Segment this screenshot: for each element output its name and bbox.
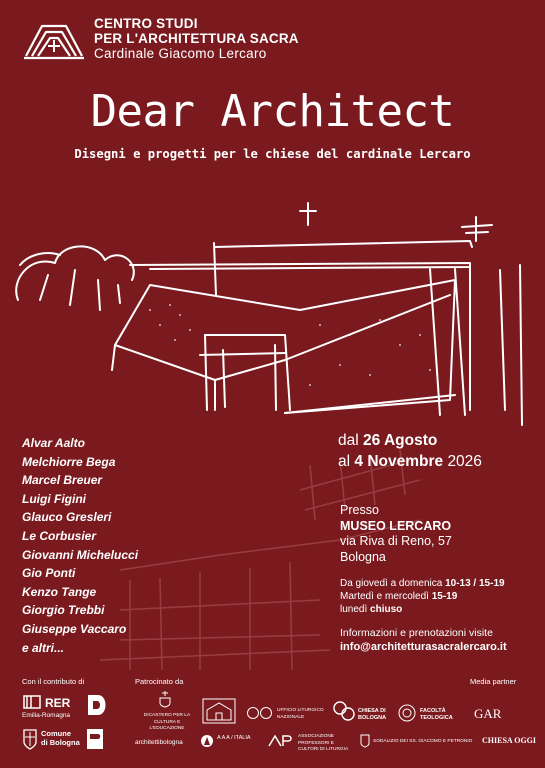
church-photo-icon [202,698,236,724]
bologna-coat-of-arms-icon [22,728,38,750]
dicastero-label: DICASTERO PER LA CULTURA E L'EDUCAZIONE [143,713,191,731]
hours-line-2: Martedì e mercoledì 15-19 [340,590,458,602]
organization-name [94,16,299,61]
comune-label: Comune [41,729,71,738]
rer-sub-label: Emilia-Romagna [22,712,71,719]
architects-list [22,434,138,657]
exhibition-dates [338,430,482,472]
org-line-3: Cardinale Giacomo Lercaro [94,46,267,62]
architect-item: Giorgio Trebbi [22,603,105,618]
comune-sub-label: di Bologna [41,738,80,747]
associazione-label: ASSOCIAZIONE PROFESSORI E CULTORI DI LITURGIA [298,734,349,752]
org-line-1: CENTRO STUDI [94,16,198,31]
info-text: Informazioni e prenotazioni visite [340,627,493,639]
chiesa-oggi-label: CHIESA OGGI [482,736,537,745]
ufficio-liturgico-label: UFFICIO LITURGICO NAZIONALE [277,708,324,720]
date-from-value: 26 Agosto [363,432,438,449]
facolta-teologica-seal-icon [398,704,416,722]
venue-city: Bologna [340,549,386,564]
opening-hours [340,578,505,616]
hours-line-1: Da giovedì a domenica 10-13 / 15-19 [340,578,505,589]
gar-label: GAR [474,706,502,721]
date-to [338,451,482,472]
hours-line-3: lunedì chiuso [340,603,403,615]
facolta-teologica-label: FACOLTÀ TEOLOGICA [420,708,453,721]
architect-item: Gio Ponti [22,566,76,581]
patrocinato-label: Patrocinato da [135,677,184,686]
centro-studi-logo-icon [22,16,86,60]
exhibition-subtitle: Disegni e progetti per le chiese del cardinale Lercaro [74,147,471,161]
date-year: 2026 [447,453,482,470]
venue-presso: Presso [340,503,379,517]
org-line-2: PER L'ARCHITETTURA SACRA [94,31,299,47]
venue-name: MUSEO LERCARO [340,518,452,533]
architect-item: Giovanni Michelucci [22,547,139,562]
architect-item: Le Corbusier [22,528,97,543]
bologna-museum-logo-icon [86,728,104,750]
info-block [340,626,507,654]
architect-item: Alvar Aalto [22,436,85,450]
architect-item: Kenzo Tange [22,584,97,599]
papal-coat-of-arms-icon [158,690,172,708]
date-from [338,430,482,451]
architettibologna-label: architettibologna [135,739,183,746]
aaa-italia-label: A A A / ITALIA [217,735,251,741]
architect-item: Marcel Breuer [22,473,103,488]
church-sketch-illustration [0,185,545,430]
sodalizio-label: SODALIZIO DEI SS. GIACOMO E PETRONIO [373,739,473,744]
date-to-prefix: al [338,453,351,470]
architect-item: Luigi Figini [22,491,86,506]
venue-address: via Riva di Reno, 57 [340,534,452,548]
d-logo-icon [86,694,110,716]
architect-item: e altri... [22,640,65,655]
info-email-link[interactable]: info@architetturasacralercaro.it [340,641,507,653]
venue-block [340,503,452,565]
media-partner-label: Media partner [470,677,517,686]
date-to-value: 4 Novembre [354,453,444,470]
architect-item: Melchiorre Bega [22,454,116,469]
exhibition-title: Dear Architect [90,86,455,137]
contributo-label: Con il contributo di [22,677,85,686]
rer-logo-icon [22,694,42,710]
date-from-prefix: dal [338,432,359,449]
rer-label: RER [45,696,71,710]
sodalizio-crest-icon [360,734,370,748]
architect-item: Glauco Gresleri [22,510,112,525]
apl-logo-icon [268,735,294,747]
aaa-italia-logo-icon [200,734,214,748]
chiesa-di-bologna-label: CHIESA DI BOLOGNA [358,708,387,721]
ufficio-liturgico-logo-icon [246,706,274,720]
chiesa-di-bologna-logo-icon [332,700,356,722]
architect-item: Giuseppe Vaccaro [22,621,127,636]
